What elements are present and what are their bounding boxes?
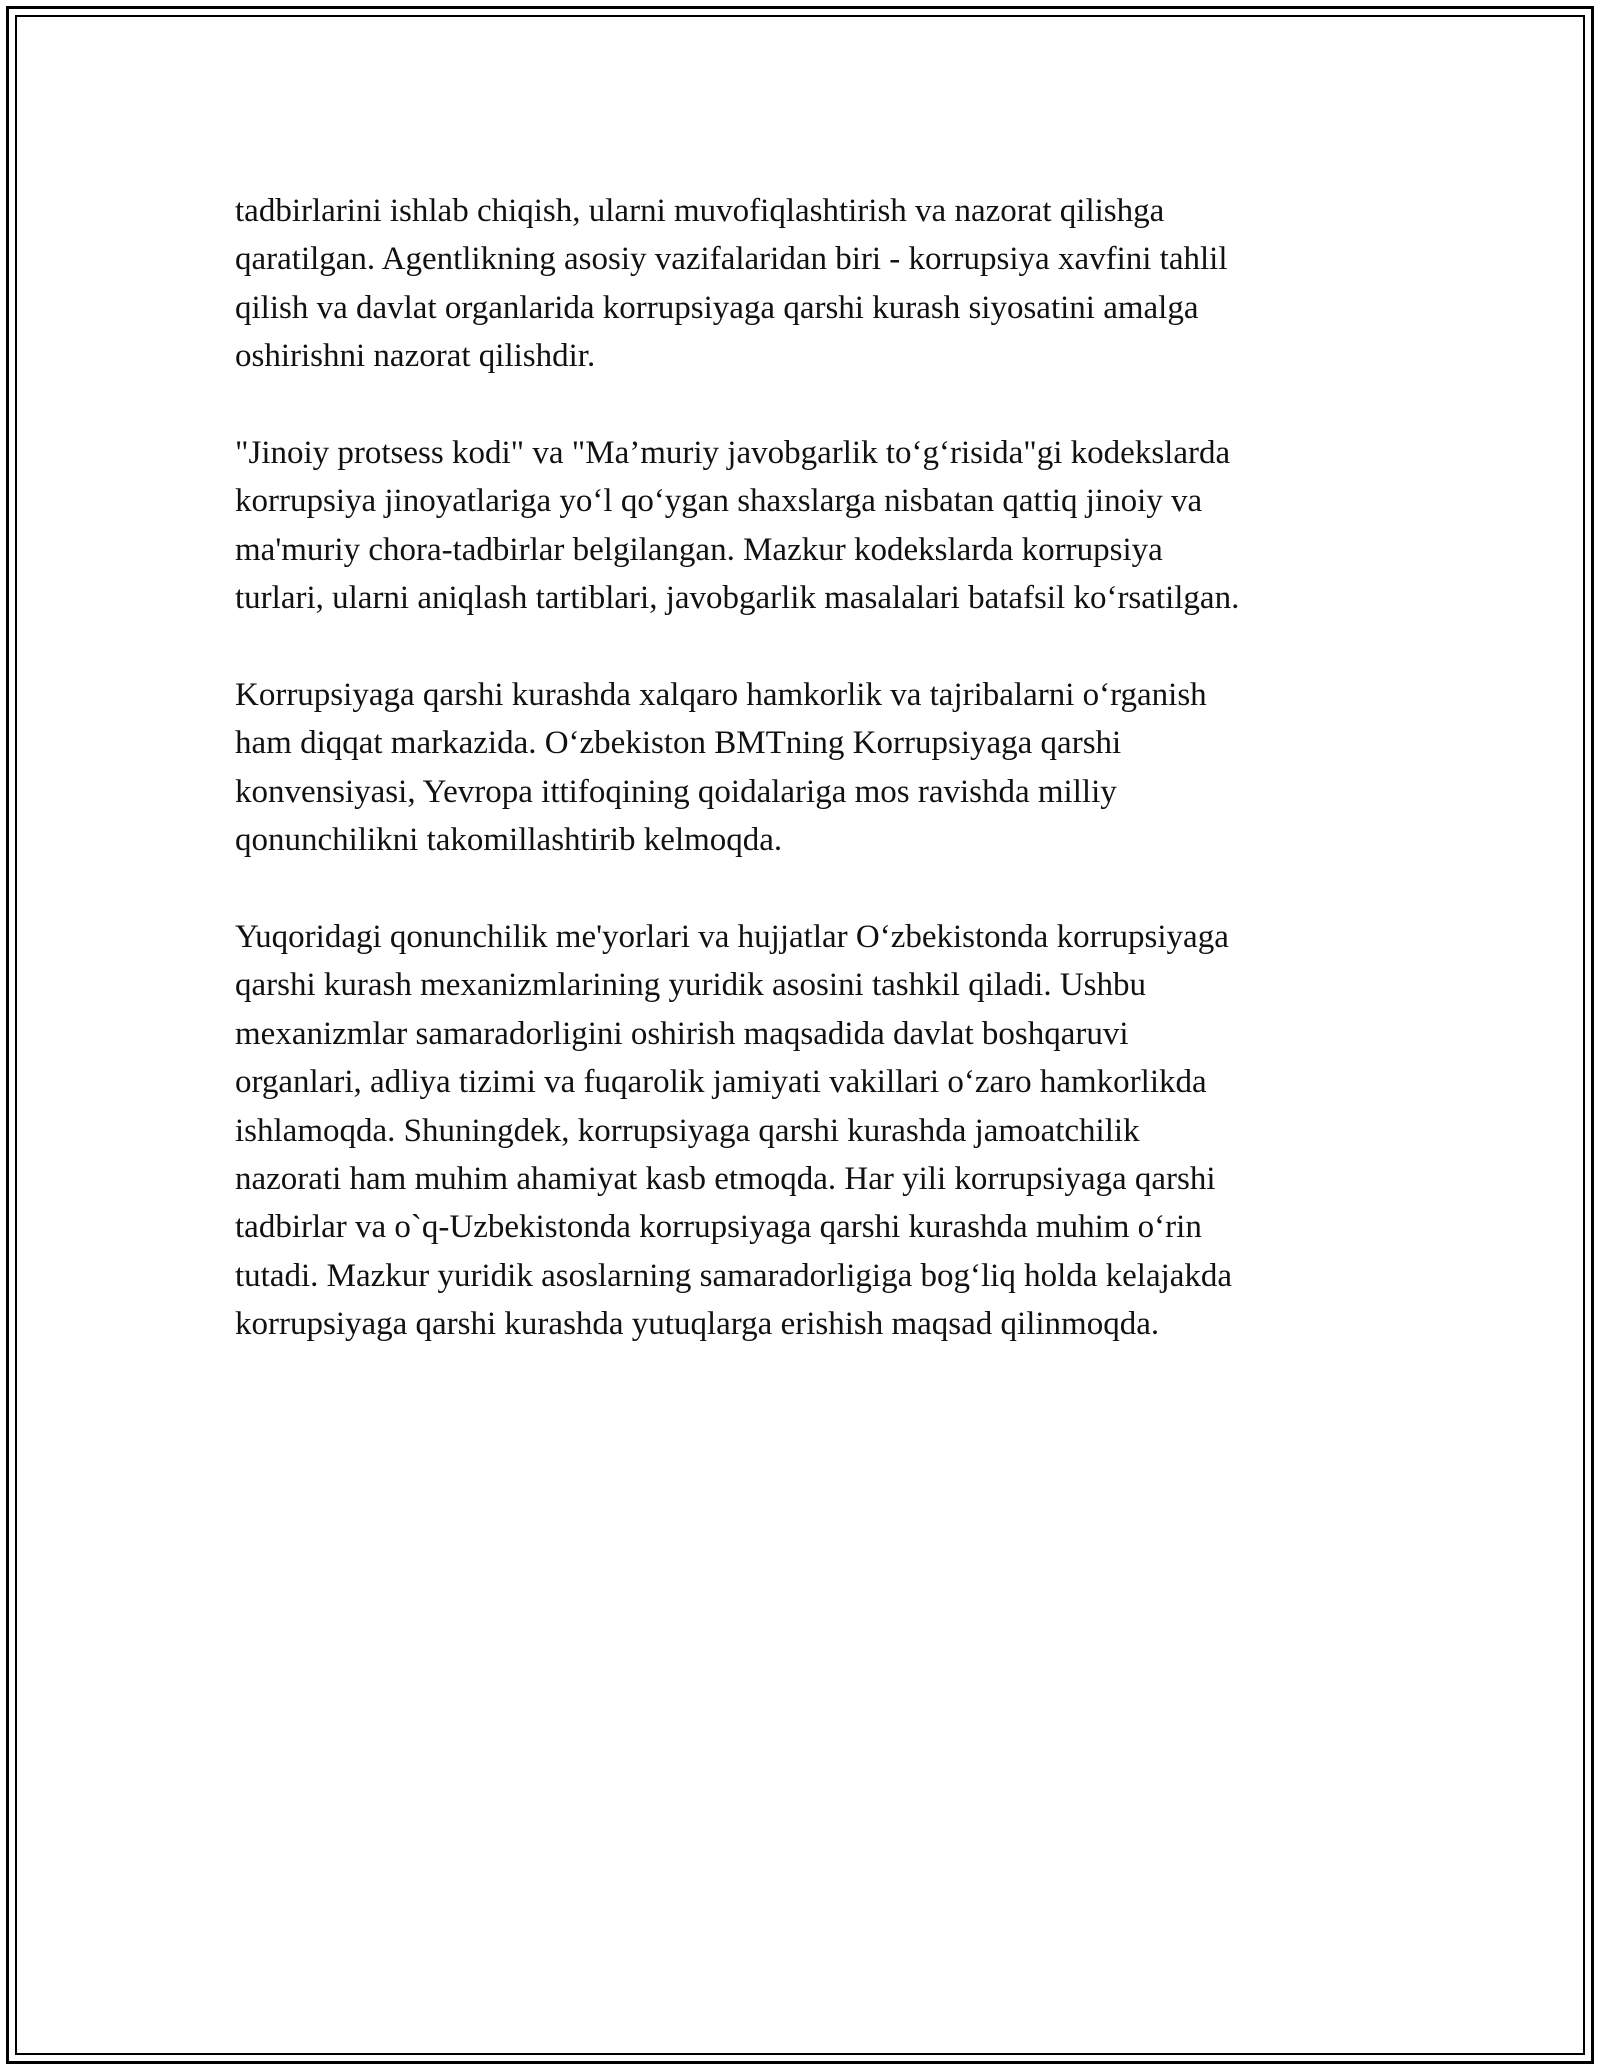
text-line: oshirishni nazorat qilishdir. xyxy=(235,338,596,375)
text-line: mexanizmlar samaradorligini oshirish maqsadida davlat boshqaruvi xyxy=(235,1015,1129,1052)
paragraph-criminal-codes xyxy=(235,429,1365,623)
text-line: ma'muriy chora-tadbirlar belgilangan. Mazkur kodekslarda korrupsiya xyxy=(235,531,1163,568)
text-line: nazorati ham muhim ahamiyat kasb etmoqda. Har yili korrupsiyaga qarshi xyxy=(235,1161,1216,1198)
text-line: tadbirlarini ishlab chiqish, ularni muvofiqlashtirish va nazorat qilishga xyxy=(235,193,1165,229)
text-line: qarshi kurash mexanizmlarining yuridik asosini tashkil qiladi. Ushbu xyxy=(235,967,1147,1004)
text-line: qilish va davlat organlarida korrupsiyaga qarshi kurash siyosatini amalga xyxy=(235,289,1199,326)
text-line: tadbirlar va o`q-Uzbekistonda korrupsiyaga qarshi kurashda muhim o‘rin xyxy=(235,1209,1202,1246)
paragraph-agency-role xyxy=(235,187,1365,381)
text-line: ham diqqat markazida. O‘zbekiston BMTning Korrupsiyaga qarshi xyxy=(235,725,1122,762)
text-line: tutadi. Mazkur yuridik asoslarning samaradorligiga bog‘liq holda kelajakda xyxy=(235,1257,1233,1294)
text-line: korrupsiyaga qarshi kurashda yutuqlarga erishish maqsad qilinmoqda. xyxy=(235,1306,1160,1343)
text-line: konvensiyasi, Yevropa ittifoqining qoidalariga mos ravishda milliy xyxy=(235,773,1117,810)
text-line: korrupsiya jinoyatlariga yo‘l qo‘ygan shaxslarga nisbatan qattiq jinoiy va xyxy=(235,483,1203,520)
text-line: qonunchilikni takomillashtirib kelmoqda. xyxy=(235,822,783,859)
text-line: "Jinoiy protsess kodi" va "Ma’muriy javobgarlik to‘g‘risida"gi kodekslarda xyxy=(235,435,1231,472)
text-line: qaratilgan. Agentlikning asosiy vazifalaridan biri - korrupsiya xavfini tahlil xyxy=(235,241,1228,278)
paragraph-legal-foundations xyxy=(235,913,1365,1349)
text-line: turlari, ularni aniqlash tartiblari, javobgarlik masalalari batafsil ko‘rsatilgan. xyxy=(235,580,1240,617)
text-line: ishlamoqda. Shuningdek, korrupsiyaga qarshi kurashda jamoatchilik xyxy=(235,1112,1140,1149)
text-line: Korrupsiyaga qarshi kurashda xalqaro hamkorlik va tajribalarni o‘rganish xyxy=(235,677,1207,714)
text-line: organlari, adliya tizimi va fuqarolik jamiyati vakillari o‘zaro hamkorlikda xyxy=(235,1064,1207,1101)
paragraph-international-cooperation xyxy=(235,671,1365,865)
text-line: Yuqoridagi qonunchilik me'yorlari va hujjatlar O‘zbekistonda korrupsiyaga xyxy=(235,919,1229,956)
document-body xyxy=(235,187,1365,1397)
